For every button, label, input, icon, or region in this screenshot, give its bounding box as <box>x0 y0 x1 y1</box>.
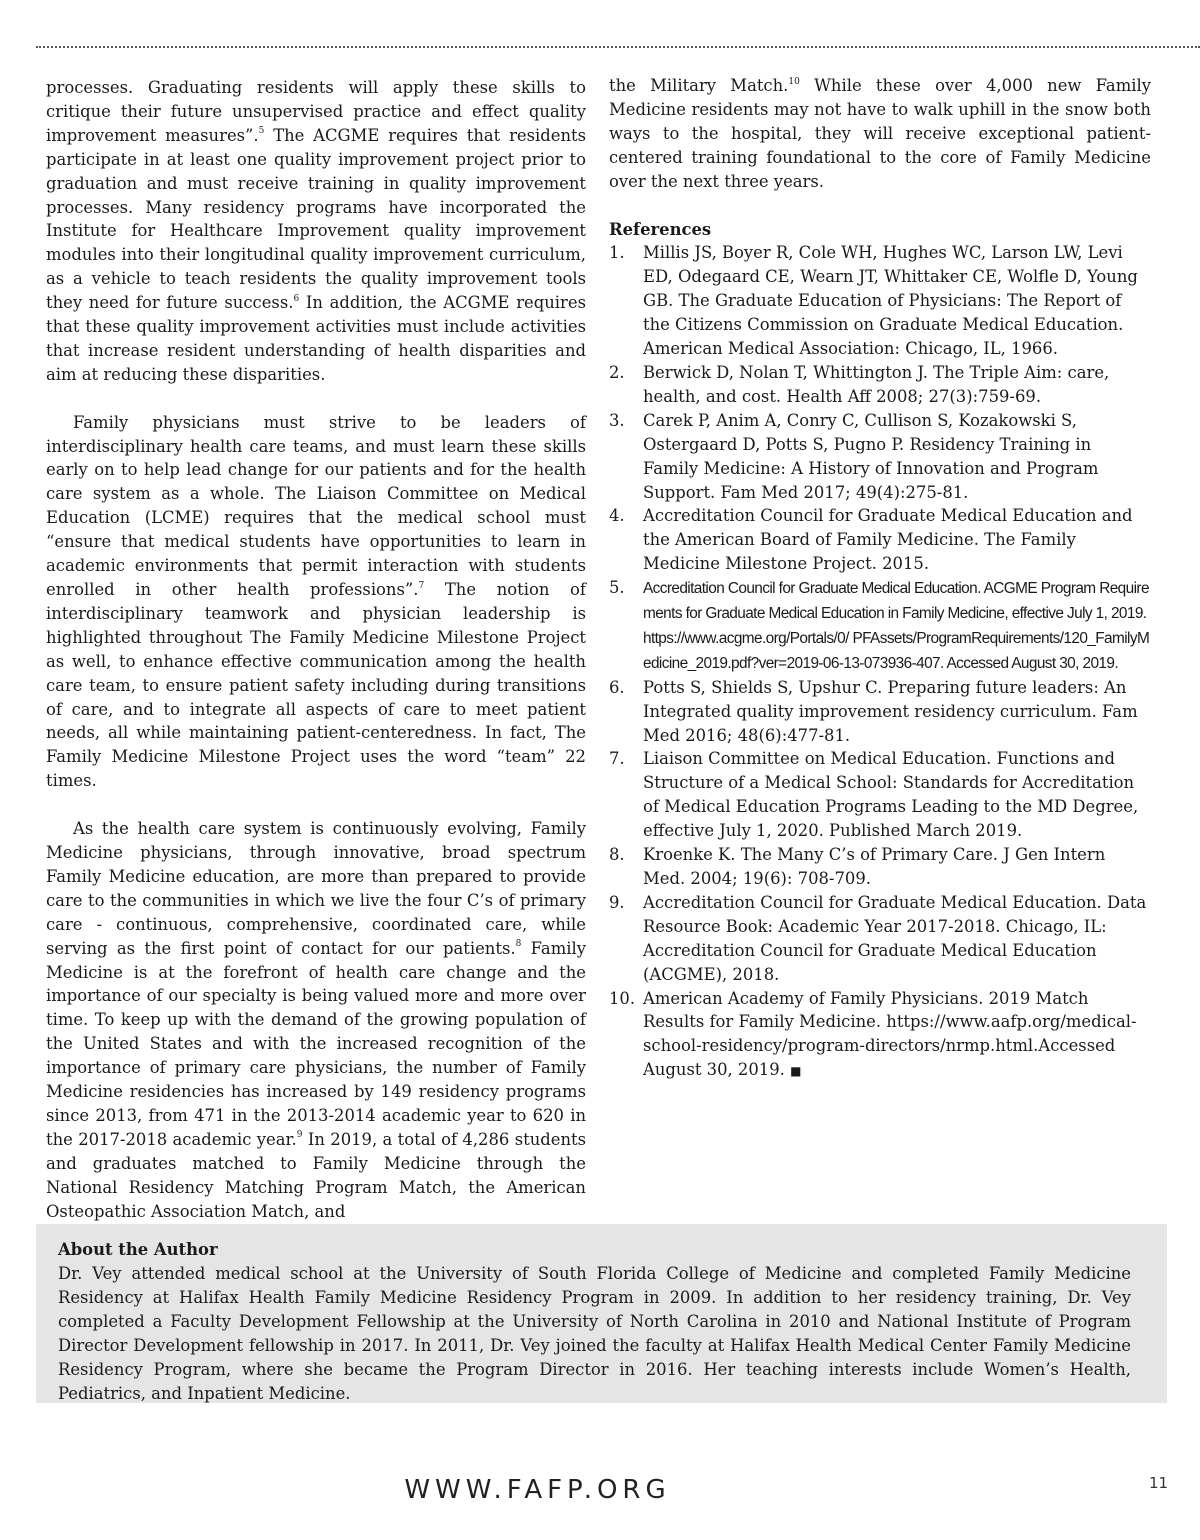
citation-8: 8 <box>515 939 522 950</box>
reference-item: 5. Accreditation Council for Graduate Medical Education. ACGME Program Requirements for Graduate Medical Education in Family Medicine, effective July 1, 2019.https://www.acgme.org/Portals/0/ PFAssets/ProgramRequirements/120_FamilyMedicine_2019.pdf?ver=2019-06-13-073936-407. Accessed August 30, 2019. <box>609 578 1150 672</box>
reference-item: 8. Kroenke K. The Many C’s of Primary Care. J Gen Intern Med. 2004; 19(6): 708-709. <box>609 845 1106 888</box>
reference-item: 3. Carek P, Anim A, Conry C, Cullison S, Kozakowski S, Ostergaard D, Potts S, Pugno P. Residency Training in Family Medicine: A History of Innovation and Program Support. Fam Med 2017; 49(4):275-81. <box>609 410 1099 502</box>
top-dotted-rule <box>36 46 1200 48</box>
reference-item: 4. Accreditation Council for Graduate Medical Education and the American Board of Family Medicine. The Family Medicine Milestone Project. 2015. <box>609 506 1133 574</box>
citation-7: 7 <box>418 580 425 591</box>
about-text: Dr. Vey attended medical school at the University of South Florida College of Medicine and completed Family Medicine Residency at Halifax Health Family Medicine Residency Program in 2009. In addition to her residency training, Dr. Vey completed a Faculty Development Fellowship at the University of North Carolina in 2010 and National Institute of Program Director Development fellowship in 2017. In 2011, Dr. Vey joined the faculty at Halifax Health Medical Center Family Medicine Residency Program, where she became the Program Director in 2016. Her teaching interests include Women’s Health, Pediatrics, and Inpatient Medicine. <box>58 1264 1131 1403</box>
body-paragraph-3: As the health care system is continuously evolving, Family Medicine physicians, through innovative, broad spectrum Family Medicine education, are more than prepared to provide care to the communities in which we live the four C’s of primary care - continuous, comprehensive, coordinated care, while serving as the first point of contact for our patients.$^8$ Family Medicine is at the forefront of health care change and the importance of our specialty is being valued more and more over time. To keep up with the demand of the growing population of the United States and with the increased recognition of the importance of primary care physicians, the number of Family Medicine residencies has increased by 149 residency programs since 2013, from 471 in the 2013-2014 academic year to 620 in the 2017-2018 academic year.$^9$ In 2019, a total of 4,286 students and graduates matched to Family Medicine through the National Residency Matching Program Match, the American Osteopathic Association Match, and <box>46 819 586 1221</box>
page-number: 11 <box>1149 1474 1169 1492</box>
reference-item: 1. Millis JS, Boyer R, Cole WH, Hughes WC, Larson LW, Levi ED, Odegaard CE, Wearn JT, Whittaker CE, Wolfle D, Young GB. The Graduate Education of Physicians: The Report of the Citizens Commission on Graduate Medical Education. American Medical Association: Chicago, IL, 1966. <box>609 243 1138 359</box>
about-title: About the Author <box>58 1240 218 1259</box>
citation-6: 6 <box>293 293 300 304</box>
end-mark: ■ <box>790 1064 802 1079</box>
references-heading: References <box>609 219 712 239</box>
body-paragraph-1: processes. Graduating residents will apply these skills to critique their future unsupervised practice and effect quality improvement measures”.$^5$ The ACGME requires that residents participate in at least one quality improvement project prior to graduation and must receive training in quality improvement processes. Many residency programs have incorporated the Institute for Healthcare Improvement quality improvement modules into their longitudinal quality improvement curriculum, as a vehicle to teach residents the quality improvement tools they need for future success.$^6$ In addition, the ACGME requires that these quality improvement activities must include activities that increase resident understanding of health disparities and aim at reducing these disparities. <box>46 78 587 384</box>
citation-5: 5 <box>258 126 265 137</box>
left-column <box>46 76 586 1223</box>
reference-item: 2. Berwick D, Nolan T, Whittington J. The Triple Aim: care, health, and cost. Health Aff 2008; 27(3):759-69. <box>609 362 1110 406</box>
about-the-author-box <box>36 1224 1167 1403</box>
body-paragraph-continued: the Military Match.$^{10}$ While these over 4,000 new Family Medicine residents may not have to walk uphill in the snow both ways to the hospital, they will receive exceptional patient-centered training foundational to the core of Family Medicine over the next three years. <box>609 76 1151 191</box>
reference-item: 6. Potts S, Shields S, Upshur C. Preparing future leaders: An Integrated quality improvement residency curriculum. Fam Med 2016; 48(6):477-81. <box>609 677 1138 745</box>
reference-item: 7. Liaison Committee on Medical Education. Functions and Structure of a Medical School: Standards for Accreditation of Medical Education Programs Leading to the MD Degree, effective July 1, 2020. Published March 2019. <box>609 749 1139 841</box>
body-paragraph-2: Family physicians must strive to be leaders of interdisciplinary health care teams, and must learn these skills early on to help lead change for our patients and for the health care system as a whole. The Liaison Committee on Medical Education (LCME) requires that the medical school must “ensure that medical students have opportunities to learn in academic environments that permit interaction with students enrolled in other health professions”.$^7$ The notion of interdisciplinary teamwork and physician leadership is highlighted throughout The Family Medicine Milestone Project as well, to enhance effective communication among the health care team, to ensure patient safety including during transitions of care, and to integrate all aspects of care to meet patient needs, all while maintaining patient-centeredness. In fact, The Family Medicine Milestone Project uses the word “team” 22 times. <box>46 412 586 791</box>
citation-9: 9 <box>296 1130 303 1141</box>
right-column <box>609 74 1151 1084</box>
reference-item: 10. American Academy of Family Physicians. 2019 Match Results for Family Medicine. https://www.aafp.org/medical-school-residency/program-directors/nrmp.html.Accessed August 30, 2019. ■ <box>609 988 1137 1080</box>
reference-item: 9. Accreditation Council for Graduate Medical Education. Data Resource Book: Academic Year 2017-2018. Chicago, IL: Accreditation Council for Graduate Medical Education (ACGME), 2018. <box>609 892 1147 984</box>
footer-url: WWW.FAFP.ORG <box>404 1475 671 1505</box>
citation-10: 10 <box>788 76 800 87</box>
references-list <box>609 241 1151 1084</box>
